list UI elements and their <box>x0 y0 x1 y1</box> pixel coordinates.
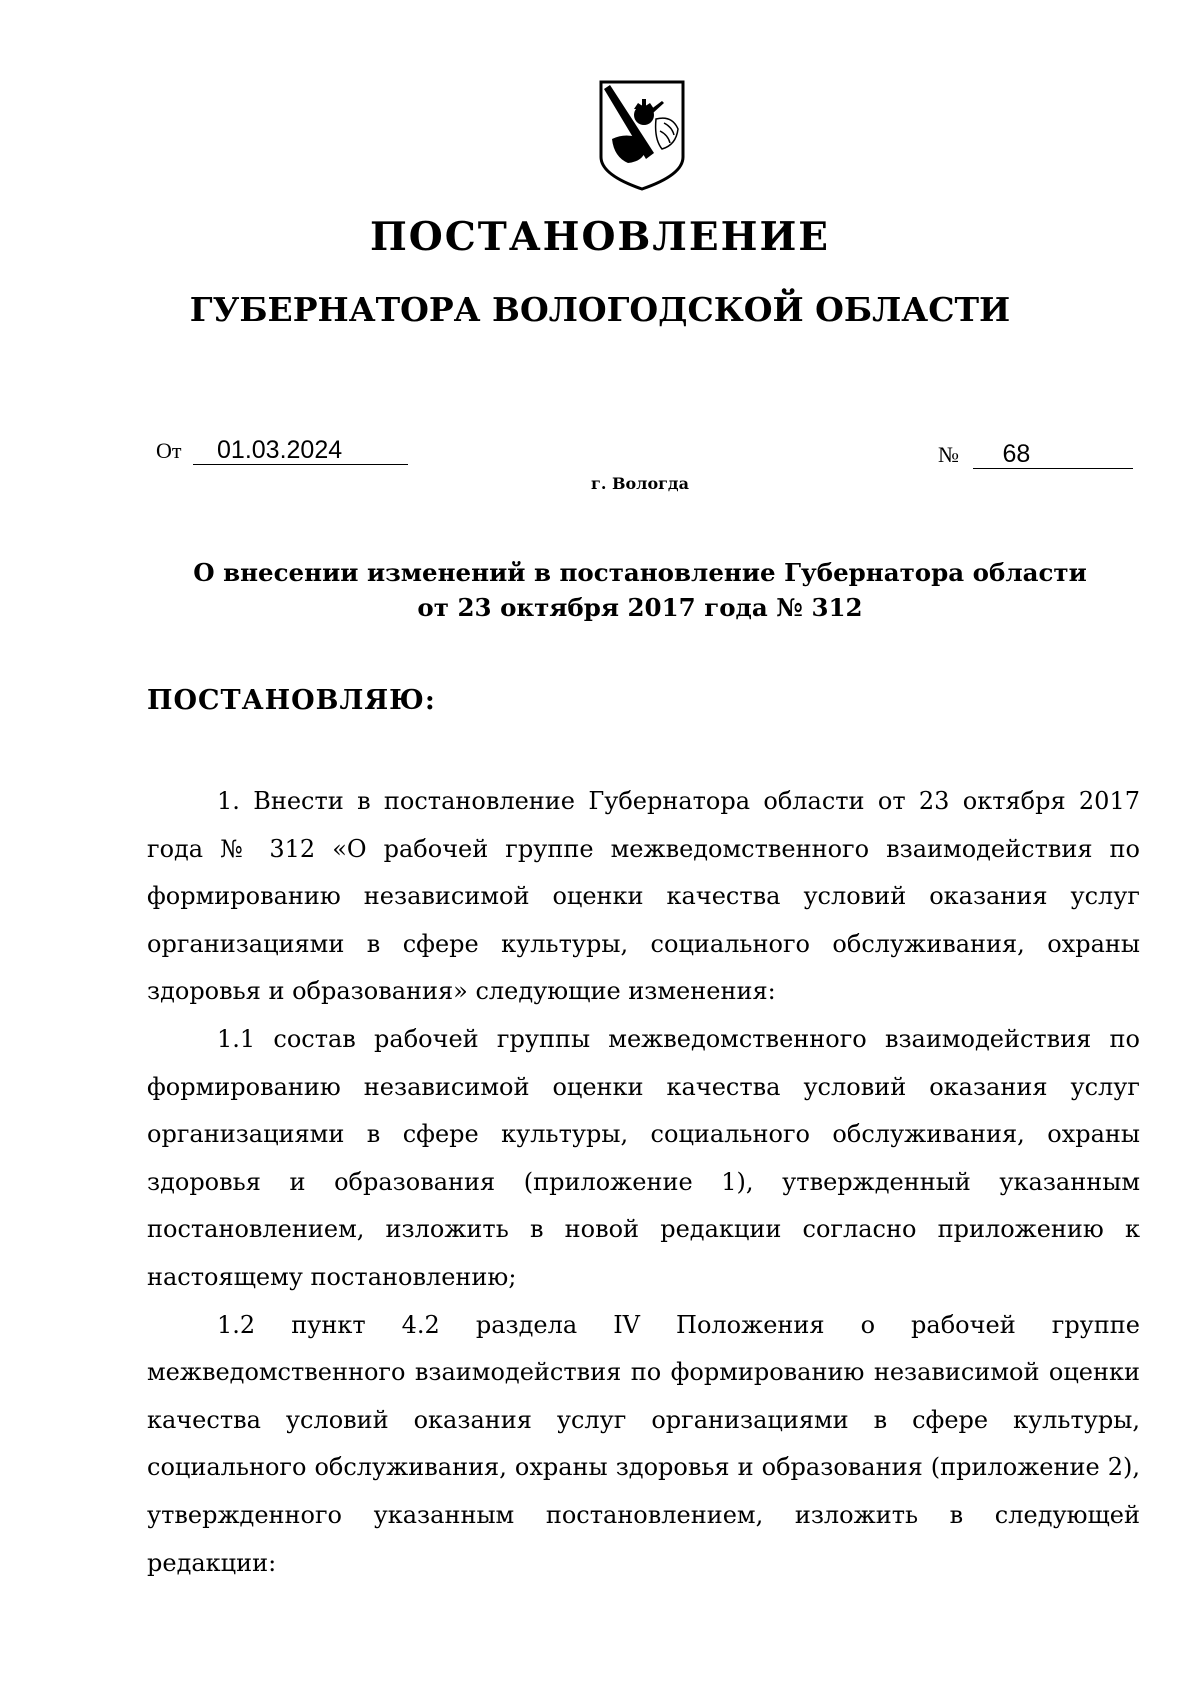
number-field <box>938 440 1133 469</box>
document-title: ПОСТАНОВЛЕНИЕ <box>369 214 831 260</box>
document-subtitle: ГУБЕРНАТОРА ВОЛОГОДСКОЙ ОБЛАСТИ <box>189 290 1011 329</box>
number-value: 68 <box>973 440 1133 469</box>
date-field <box>156 436 408 465</box>
number-prefix: № <box>938 442 959 467</box>
document-subject <box>0 555 1200 625</box>
date-prefix: От <box>156 438 182 463</box>
coat-of-arms-icon <box>598 79 686 191</box>
city-label: г. Вологда <box>591 474 689 493</box>
subject-line-1: О внесении изменений в постановление Губернатора области <box>193 558 1087 587</box>
document-body <box>147 778 1140 1587</box>
paragraph-1-1: 1.1 состав рабочей группы межведомственного взаимодействия по формированию независимой оценки качества условий оказания услуг организациями в сфере культуры, социального обслуживания, охраны здоровья и образования (приложение 1), утвержденный указанным постановлением, изложить в новой редакции согласно приложению к настоящему постановлению; <box>147 1024 1140 1291</box>
paragraph-1: 1. Внести в постановление Губернатора области от 23 октября 2017 года № 312 «О рабочей группе межведомственного взаимодействия по формированию независимой оценки качества условий оказания услуг организациями в сфере культуры, социального обслуживания, охраны здоровья и образования» следующие изменения: <box>147 787 1140 1006</box>
subject-line-2: от 23 октября 2017 года № 312 <box>417 593 863 622</box>
paragraph-1-2: 1.2 пункт 4.2 раздела IV Положения о рабочей группе межведомственного взаимодействия по формированию независимой оценки качества условий оказания услуг организациями в сфере культуры, социального обслуживания, охраны здоровья и образования (приложение 2), утвержденного указанным постановлением, изложить в следующей редакции: <box>147 1310 1140 1577</box>
date-value: 01.03.2024 <box>193 436 408 465</box>
decree-heading: ПОСТАНОВЛЯЮ: <box>147 685 436 716</box>
